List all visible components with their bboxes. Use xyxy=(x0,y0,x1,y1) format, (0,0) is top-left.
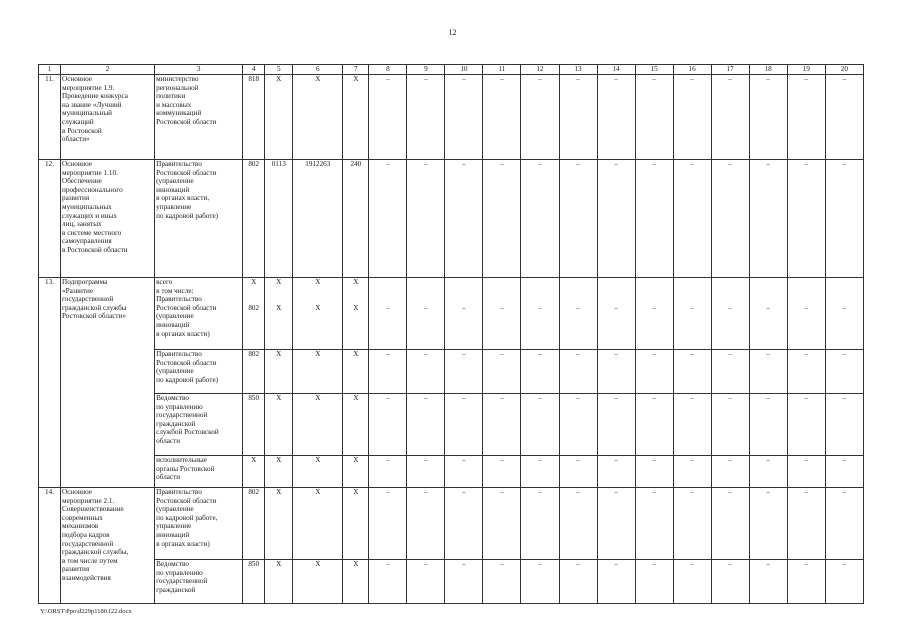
cell-rzpr xyxy=(265,278,293,350)
cell-csr xyxy=(293,278,343,350)
cell-dash: – xyxy=(711,394,749,456)
cell-dash: – xyxy=(673,560,711,604)
cell-vr: 240 xyxy=(343,160,369,278)
cell-grbs: 850 xyxy=(243,560,265,604)
cell-dash: – xyxy=(711,560,749,604)
col-header: 7 xyxy=(343,65,369,75)
cell-rzpr: X xyxy=(265,488,293,560)
cell-dash: – xyxy=(445,394,483,456)
cell-dash: – xyxy=(711,488,749,560)
cell-dash: – xyxy=(521,278,559,350)
executor: Правительство Ростовской области (управление инноваций в органах власти, управление по кадровой работе) xyxy=(155,160,243,278)
cell-csr: X xyxy=(293,560,343,604)
executor: министерство региональной политики и массовых коммуникаций Ростовской области xyxy=(155,75,243,160)
row-number: 11. xyxy=(39,75,61,160)
cell-dash: – xyxy=(445,560,483,604)
cell-dash: – xyxy=(749,488,787,560)
cell-rzpr: X xyxy=(265,350,293,394)
cell-dash: – xyxy=(825,560,863,604)
col-header: 11 xyxy=(483,65,521,75)
cell-grbs: X xyxy=(243,456,265,488)
cell-dash: – xyxy=(483,278,521,350)
cell-dash: – xyxy=(787,456,825,488)
value-x: X xyxy=(276,278,282,286)
cell-dash: – xyxy=(521,488,559,560)
cell-dash: – xyxy=(483,456,521,488)
table-row xyxy=(39,560,864,604)
col-header: 14 xyxy=(597,65,635,75)
col-header: 4 xyxy=(243,65,265,75)
cell-dash: – xyxy=(369,394,407,456)
col-header: 1 xyxy=(39,65,61,75)
cell-dash: – xyxy=(369,350,407,394)
cell-dash: – xyxy=(635,560,673,604)
cell-dash: – xyxy=(749,278,787,350)
cell-dash: – xyxy=(559,560,597,604)
value-x: X xyxy=(315,303,321,312)
col-header: 12 xyxy=(521,65,559,75)
cell-rzpr: X xyxy=(265,394,293,456)
col-header: 13 xyxy=(559,65,597,75)
measure-name: Основное мероприятие 1.9. Проведение конкурса на звание «Лучший муниципальный служащий в Ростовской области» xyxy=(61,75,155,160)
cell-dash: – xyxy=(559,488,597,560)
cell-grbs: 802 xyxy=(243,160,265,278)
cell-dash: – xyxy=(749,160,787,278)
cell-csr: X xyxy=(293,488,343,560)
cell-dash: – xyxy=(711,350,749,394)
executor: Правительство Ростовской области (управление по кадровой работе, управление инноваций в органах власти) xyxy=(155,488,243,560)
cell-dash: – xyxy=(407,278,445,350)
cell-dash: – xyxy=(445,75,483,160)
table-row xyxy=(39,75,864,160)
measure-name: Основное мероприятие 2.1. Совершенствование современных механизмов подбора кадров государственной гражданской службы, в том числе путем развития взаимодействия xyxy=(61,488,155,604)
cell-vr: X xyxy=(343,75,369,160)
col-header: 2 xyxy=(61,65,155,75)
col-header: 6 xyxy=(293,65,343,75)
table-row xyxy=(39,488,864,560)
cell-dash: – xyxy=(559,160,597,278)
cell-dash: – xyxy=(369,560,407,604)
table-row xyxy=(39,456,864,488)
cell-dash: – xyxy=(483,488,521,560)
cell-dash: – xyxy=(673,394,711,456)
cell-dash: – xyxy=(673,488,711,560)
cell-rzpr: X xyxy=(265,75,293,160)
table-row xyxy=(39,160,864,278)
cell-dash: – xyxy=(369,278,407,350)
cell-grbs: 802 xyxy=(243,488,265,560)
cell-csr: X xyxy=(293,456,343,488)
cell-vr xyxy=(343,278,369,350)
executor: Ведомство по управлению государственной гражданской службой Ростовской области xyxy=(155,394,243,456)
cell-dash: – xyxy=(597,560,635,604)
cell-dash: – xyxy=(597,488,635,560)
cell-dash: – xyxy=(787,350,825,394)
cell-dash: – xyxy=(673,160,711,278)
cell-vr: X xyxy=(343,394,369,456)
cell-dash: – xyxy=(369,456,407,488)
cell-dash: – xyxy=(559,278,597,350)
cell-dash: – xyxy=(369,160,407,278)
cell-dash: – xyxy=(445,160,483,278)
col-header: 8 xyxy=(369,65,407,75)
cell-dash: – xyxy=(483,75,521,160)
cell-dash: – xyxy=(749,560,787,604)
cell-dash: – xyxy=(559,350,597,394)
value-x: X xyxy=(353,278,359,286)
cell-dash: – xyxy=(483,160,521,278)
cell-dash: – xyxy=(407,350,445,394)
program-table xyxy=(38,64,864,604)
cell-dash: – xyxy=(635,456,673,488)
col-header: 16 xyxy=(673,65,711,75)
cell-dash: – xyxy=(407,560,445,604)
cell-dash: – xyxy=(825,160,863,278)
table-row xyxy=(39,278,864,350)
cell-dash: – xyxy=(825,278,863,350)
cell-dash: – xyxy=(635,160,673,278)
cell-csr: X xyxy=(293,394,343,456)
cell-dash: – xyxy=(749,394,787,456)
col-header: 20 xyxy=(825,65,863,75)
cell-dash: – xyxy=(407,456,445,488)
row-number: 13. xyxy=(39,278,61,488)
cell-dash: – xyxy=(635,394,673,456)
cell-dash: – xyxy=(673,75,711,160)
cell-vr: X xyxy=(343,488,369,560)
cell-dash: – xyxy=(787,488,825,560)
cell-dash: – xyxy=(407,160,445,278)
cell-dash: – xyxy=(787,394,825,456)
cell-dash: – xyxy=(521,75,559,160)
measure-name: Основное мероприятие 1.10. Обеспечение профессионального развития муниципальных служащих и иных лиц, занятых в системе местного самоуправления в Ростовской области xyxy=(61,160,155,278)
cell-dash: – xyxy=(483,350,521,394)
cell-dash: – xyxy=(483,394,521,456)
cell-grbs: 818 xyxy=(243,75,265,160)
cell-dash: – xyxy=(521,394,559,456)
cell-rzpr: X xyxy=(265,456,293,488)
cell-dash: – xyxy=(407,488,445,560)
cell-dash: – xyxy=(673,278,711,350)
cell-dash: – xyxy=(559,394,597,456)
cell-dash: – xyxy=(445,350,483,394)
table-row xyxy=(39,350,864,394)
cell-dash: – xyxy=(825,394,863,456)
cell-dash: – xyxy=(673,350,711,394)
cell-dash: – xyxy=(711,278,749,350)
cell-dash: – xyxy=(749,350,787,394)
cell-dash: – xyxy=(597,160,635,278)
cell-dash: – xyxy=(597,394,635,456)
cell-dash: – xyxy=(597,456,635,488)
executor: Ведомство по управлению государственной гражданской xyxy=(155,560,243,604)
cell-grbs: 802 xyxy=(243,350,265,394)
cell-dash: – xyxy=(635,488,673,560)
cell-dash: – xyxy=(445,278,483,350)
cell-dash: – xyxy=(635,278,673,350)
cell-dash: – xyxy=(787,278,825,350)
cell-dash: – xyxy=(635,350,673,394)
cell-dash: – xyxy=(521,560,559,604)
col-header: 15 xyxy=(635,65,673,75)
value-x: X xyxy=(353,303,359,312)
cell-dash: – xyxy=(711,160,749,278)
cell-rzpr: 0113 xyxy=(265,160,293,278)
cell-dash: – xyxy=(559,456,597,488)
cell-dash: – xyxy=(787,160,825,278)
col-header: 18 xyxy=(749,65,787,75)
cell-vr: X xyxy=(343,560,369,604)
executor: всего в том числе: Правительство Ростовской области (управление инноваций в органах власти) xyxy=(155,278,243,350)
cell-dash: – xyxy=(749,456,787,488)
value-x: X xyxy=(315,278,321,286)
col-header: 3 xyxy=(155,65,243,75)
cell-dash: – xyxy=(825,350,863,394)
cell-dash: – xyxy=(369,75,407,160)
row-number: 12. xyxy=(39,160,61,278)
cell-csr: 1912263 xyxy=(293,160,343,278)
cell-dash: – xyxy=(369,488,407,560)
cell-dash: – xyxy=(559,75,597,160)
cell-dash: – xyxy=(673,456,711,488)
col-header: 10 xyxy=(445,65,483,75)
value-grbs: 802 xyxy=(248,303,260,312)
cell-dash: – xyxy=(825,488,863,560)
cell-dash: – xyxy=(787,560,825,604)
cell-vr: X xyxy=(343,350,369,394)
cell-dash: – xyxy=(483,560,521,604)
cell-dash: – xyxy=(749,75,787,160)
cell-dash: – xyxy=(711,75,749,160)
cell-dash: – xyxy=(407,75,445,160)
cell-dash: – xyxy=(787,75,825,160)
cell-dash: – xyxy=(711,456,749,488)
col-header: 5 xyxy=(265,65,293,75)
cell-rzpr: X xyxy=(265,560,293,604)
cell-dash: – xyxy=(521,456,559,488)
cell-grbs xyxy=(243,278,265,350)
table-row xyxy=(39,394,864,456)
value-x: X xyxy=(276,303,282,312)
measure-name: Подпрограмма «Развитие государственной гражданской службы Ростовской области» xyxy=(61,278,155,488)
executor: исполнительные органы Ростовской области xyxy=(155,456,243,488)
cell-dash: – xyxy=(597,350,635,394)
cell-grbs: 850 xyxy=(243,394,265,456)
cell-csr: X xyxy=(293,350,343,394)
cell-dash: – xyxy=(521,350,559,394)
cell-dash: – xyxy=(521,160,559,278)
cell-vr: X xyxy=(343,456,369,488)
page-number: 12 xyxy=(448,28,457,37)
cell-dash: – xyxy=(597,278,635,350)
executor: Правительство Ростовской области (управление по кадровой работе) xyxy=(155,350,243,394)
cell-dash: – xyxy=(635,75,673,160)
cell-csr: X xyxy=(293,75,343,160)
col-header: 17 xyxy=(711,65,749,75)
col-header: 19 xyxy=(787,65,825,75)
col-header: 9 xyxy=(407,65,445,75)
cell-dash: – xyxy=(407,394,445,456)
cell-dash: – xyxy=(825,456,863,488)
cell-dash: – xyxy=(445,488,483,560)
value-x: X xyxy=(251,278,257,286)
cell-dash: – xyxy=(597,75,635,160)
row-number: 14. xyxy=(39,488,61,604)
column-number-row xyxy=(39,65,864,75)
cell-dash: – xyxy=(445,456,483,488)
file-path-footer: Y:\ORST\Ppo\d229p1180.f22.docx xyxy=(40,608,132,615)
cell-dash: – xyxy=(825,75,863,160)
